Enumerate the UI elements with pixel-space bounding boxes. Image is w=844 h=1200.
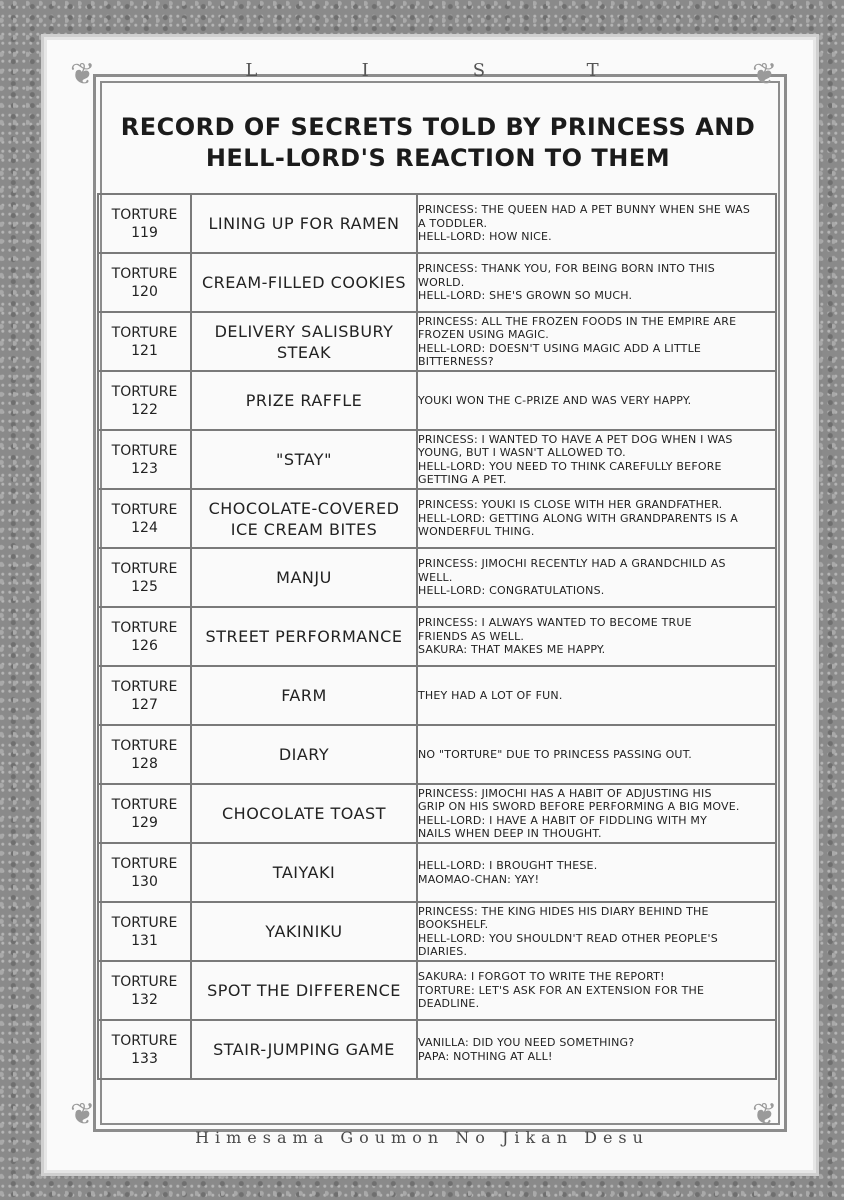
chapter-name-cell: [191, 607, 417, 666]
table-row: [98, 371, 776, 430]
chapter-name-cell: [191, 784, 417, 843]
table-row: [98, 253, 776, 312]
torture-number-cell: [98, 666, 191, 725]
description-line: HELL-LORD: I HAVE A HABIT OF FIDDLING WITH MY: [418, 813, 708, 827]
secret-description-cell: [417, 489, 776, 548]
description-line: HELL-LORD: HOW NICE.: [418, 230, 552, 244]
list-title-letter: S: [472, 60, 486, 81]
list-title-letter: T: [586, 60, 599, 81]
description-line: TORTURE: LET'S ASK FOR AN EXTENSION FOR THE: [418, 983, 705, 997]
torture-number-cell: [98, 430, 191, 489]
list-title-letter: I: [361, 60, 369, 81]
torture-number: 122: [131, 401, 158, 418]
chapter-name-line: CREAM-FILLED COOKIES: [201, 273, 407, 292]
description-line: PRINCESS: I ALWAYS WANTED TO BECOME TRUE: [418, 616, 692, 630]
chapter-name-cell: [191, 725, 417, 784]
secret-description-cell: [417, 371, 776, 430]
description-line: GETTING A PET.: [418, 473, 507, 486]
torture-label: TORTURE: [111, 973, 178, 990]
description-line: YOUKI WON THE C-PRIZE AND WAS VERY HAPPY.: [418, 393, 692, 407]
description-line: NO "TORTURE" DUE TO PRINCESS PASSING OUT.: [418, 747, 692, 761]
chapter-name-cell: [191, 666, 417, 725]
secret-description-cell: [417, 312, 776, 371]
chapter-name-cell: [191, 194, 417, 253]
chapter-name-line: STEAK: [277, 342, 331, 362]
secret-description-cell: [417, 725, 776, 784]
description-line: MAOMAO-CHAN: YAY!: [418, 872, 540, 886]
chapter-name-line: STREET PERFORMANCE: [205, 627, 403, 646]
series-title-footer: Himesama Goumon No Jikan Desu: [195, 1128, 649, 1147]
torture-number: 124: [131, 519, 158, 536]
description-line: HELL-LORD: SHE'S GROWN SO MUCH.: [418, 289, 633, 303]
torture-label: TORTURE: [111, 442, 178, 459]
description-line: PRINCESS: JIMOCHI HAS A HABIT OF ADJUSTING HIS: [418, 786, 712, 800]
corner-ornament-top-left-icon: ❦: [70, 57, 96, 92]
table-row: [98, 312, 776, 371]
chapter-name-line: DELIVERY SALISBURY: [214, 321, 394, 341]
torture-number-cell: [98, 843, 191, 902]
secret-description-cell: [417, 253, 776, 312]
chapter-name-cell: [191, 371, 417, 430]
table-row: [98, 430, 776, 489]
torture-label: TORTURE: [111, 1032, 178, 1049]
secret-description-cell: [417, 666, 776, 725]
description-line: HELL-LORD: DOESN'T USING MAGIC ADD A LITTLE: [418, 341, 702, 355]
chapter-name-line: CHOCOLATE-COVERED: [208, 498, 400, 518]
description-line: PRINCESS: THE QUEEN HAD A PET BUNNY WHEN SHE WAS: [418, 203, 751, 217]
chapter-name-cell: [191, 489, 417, 548]
torture-number-cell: [98, 312, 191, 371]
chapter-name-cell: [191, 961, 417, 1020]
description-line: PRINCESS: THANK YOU, FOR BEING BORN INTO THIS: [418, 262, 715, 276]
chapter-name-line: SPOT THE DIFFERENCE: [207, 981, 401, 1000]
secret-description-cell: [417, 548, 776, 607]
torture-label: TORTURE: [111, 737, 178, 754]
corner-ornament-bottom-right-icon: ❦: [752, 1097, 778, 1132]
torture-number: 131: [131, 932, 158, 949]
torture-number: 125: [131, 578, 158, 595]
torture-number-cell: [98, 607, 191, 666]
description-line: FRIENDS AS WELL.: [418, 629, 525, 643]
chapter-name-line: DIARY: [278, 745, 330, 764]
description-line: WONDERFUL THING.: [418, 525, 535, 539]
torture-number: 127: [131, 696, 158, 713]
torture-number-cell: [98, 194, 191, 253]
torture-number-cell: [98, 489, 191, 548]
torture-number-cell: [98, 902, 191, 961]
chapter-name-line: LINING UP FOR RAMEN: [208, 214, 400, 233]
description-line: PRINCESS: JIMOCHI RECENTLY HAD A GRANDCHILD AS: [418, 557, 726, 571]
torture-number: 129: [131, 814, 158, 831]
description-line: HELL-LORD: GETTING ALONG WITH GRANDPARENTS IS A: [418, 511, 739, 525]
chapter-name-line: PRIZE RAFFLE: [245, 391, 363, 410]
torture-number: 119: [131, 224, 158, 241]
secret-description-cell: [417, 430, 776, 489]
table-row: [98, 194, 776, 253]
secret-description-cell: [417, 902, 776, 961]
description-line: WORLD.: [418, 275, 465, 289]
table-row: [98, 961, 776, 1020]
chapter-name-line: CHOCOLATE TOAST: [222, 804, 386, 823]
chapter-name-cell: [191, 253, 417, 312]
torture-label: TORTURE: [111, 619, 178, 636]
torture-number: 130: [131, 873, 158, 890]
torture-number: 133: [131, 1050, 158, 1067]
torture-label: TORTURE: [111, 383, 178, 400]
list-title-letter: L: [245, 60, 258, 81]
description-line: HELL-LORD: YOU NEED TO THINK CAREFULLY BEFORE: [418, 459, 722, 473]
description-line: PRINCESS: I WANTED TO HAVE A PET DOG WHEN I WAS: [418, 432, 733, 446]
description-line: PAPA: NOTHING AT ALL!: [418, 1049, 553, 1063]
torture-number: 123: [131, 460, 158, 477]
chapter-name-line: "STAY": [276, 450, 332, 469]
list-title: [0, 60, 844, 81]
description-line: FROZEN USING MAGIC.: [418, 328, 549, 341]
torture-number-cell: [98, 371, 191, 430]
chapter-name-cell: [191, 843, 417, 902]
table-row: [98, 1020, 776, 1079]
table-row: [98, 548, 776, 607]
table-row: [98, 666, 776, 725]
torture-label: TORTURE: [111, 678, 178, 695]
description-line: SAKURA: THAT MAKES ME HAPPY.: [418, 643, 606, 657]
heading-line-2: HELL-LORD'S REACTION TO THEM: [205, 144, 671, 172]
secret-description-cell: [417, 961, 776, 1020]
description-line: A TODDLER.: [418, 216, 488, 230]
torture-label: TORTURE: [111, 265, 178, 282]
description-line: WELL.: [418, 570, 453, 584]
description-line: VANILLA: DID YOU NEED SOMETHING?: [418, 1036, 635, 1049]
chapter-name-cell: [191, 1020, 417, 1079]
chapter-name-line: MANJU: [276, 568, 332, 587]
description-line: NAILS WHEN DEEP IN THOUGHT.: [418, 827, 602, 840]
table-row: [98, 489, 776, 548]
table-row: [98, 902, 776, 961]
torture-label: TORTURE: [111, 206, 178, 223]
chapter-name-cell: [191, 902, 417, 961]
description-line: GRIP ON HIS SWORD BEFORE PERFORMING A BIG MOVE.: [418, 800, 740, 813]
corner-ornament-top-right-icon: ❦: [752, 57, 778, 92]
chapter-name-line: FARM: [281, 686, 327, 705]
table-row: [98, 725, 776, 784]
description-line: HELL-LORD: I BROUGHT THESE.: [418, 859, 598, 872]
torture-number-cell: [98, 784, 191, 843]
torture-label: TORTURE: [111, 796, 178, 813]
torture-label: TORTURE: [111, 914, 178, 931]
torture-number-cell: [98, 1020, 191, 1079]
table-row: [98, 607, 776, 666]
description-line: PRINCESS: ALL THE FROZEN FOODS IN THE EMPIRE ARE: [418, 314, 737, 328]
description-line: BITTERNESS?: [418, 355, 494, 368]
description-line: PRINCESS: THE KING HIDES HIS DIARY BEHIND THE: [418, 904, 709, 918]
secret-description-cell: [417, 607, 776, 666]
page-heading: [100, 112, 776, 174]
description-line: THEY HAD A LOT OF FUN.: [418, 688, 563, 702]
secrets-table: [97, 193, 777, 1080]
torture-number: 121: [131, 342, 158, 359]
torture-label: TORTURE: [111, 324, 178, 341]
secret-description-cell: [417, 784, 776, 843]
corner-ornament-bottom-left-icon: ❦: [70, 1097, 96, 1132]
description-line: HELL-LORD: CONGRATULATIONS.: [418, 584, 605, 598]
secret-description-cell: [417, 1020, 776, 1079]
chapter-name-line: ICE CREAM BITES: [230, 519, 378, 539]
torture-number-cell: [98, 961, 191, 1020]
torture-number-cell: [98, 725, 191, 784]
chapter-name-line: TAIYAKI: [272, 863, 336, 882]
secret-description-cell: [417, 843, 776, 902]
description-line: DIARIES.: [418, 945, 468, 958]
description-line: PRINCESS: YOUKI IS CLOSE WITH HER GRANDFATHER.: [418, 498, 723, 512]
description-line: HELL-LORD: YOU SHOULDN'T READ OTHER PEOPLE'S: [418, 931, 718, 945]
table-row: [98, 843, 776, 902]
table-row: [98, 784, 776, 843]
torture-number: 120: [131, 283, 158, 300]
description-line: DEADLINE.: [418, 997, 480, 1011]
torture-label: TORTURE: [111, 501, 178, 518]
torture-label: TORTURE: [111, 855, 178, 872]
chapter-name-cell: [191, 548, 417, 607]
chapter-name-line: YAKINIKU: [265, 922, 343, 941]
torture-number: 126: [131, 637, 158, 654]
chapter-name-cell: [191, 430, 417, 489]
chapter-name-cell: [191, 312, 417, 371]
torture-number: 128: [131, 755, 158, 772]
description-line: BOOKSHELF.: [418, 918, 489, 931]
description-line: YOUNG, BUT I WASN'T ALLOWED TO.: [418, 446, 626, 459]
secret-description-cell: [417, 194, 776, 253]
description-line: SAKURA: I FORGOT TO WRITE THE REPORT!: [418, 970, 665, 984]
torture-number-cell: [98, 548, 191, 607]
torture-number: 132: [131, 991, 158, 1008]
torture-number-cell: [98, 253, 191, 312]
chapter-name-line: STAIR-JUMPING GAME: [213, 1040, 395, 1059]
heading-line-1: RECORD OF SECRETS TOLD BY PRINCESS AND: [120, 113, 756, 141]
torture-label: TORTURE: [111, 560, 178, 577]
